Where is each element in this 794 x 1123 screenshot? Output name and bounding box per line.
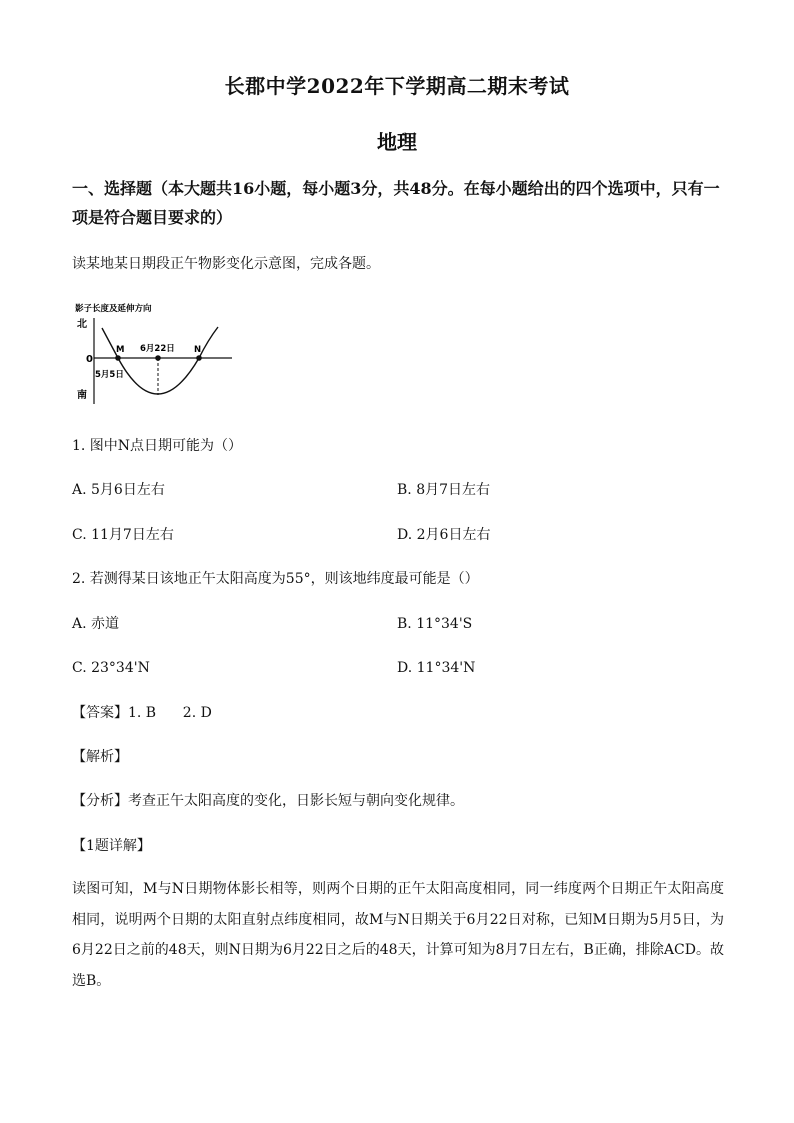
date-center-label: 6月22日: [140, 344, 175, 354]
q1-option-a: A. 5月6日左右: [72, 482, 165, 498]
detail-paragraph: 读图可知，M与N日期物体影长相等，则两个日期的正午太阳高度相同，同一纬度两个日期正午太阳高度相同，说明两个日期的太阳直射点纬度相同，故M与N日期关于6月22日对称，已知M日期为5月5日，为6月22日之前的48天，则N日期为6月22日之后的48天，计算可知为8月7日左右，B正确，排除ACD。故选B。: [72, 881, 724, 989]
question-1-stem: 1. 图中N点日期可能为（）: [72, 438, 243, 454]
section-heading: 一、选择题（本大题共16小题，每小题3分，共48分。在每小题给出的四个选项中，只有一项是符合题目要求的）: [72, 179, 720, 227]
q2-option-d: D. 11°34'N: [397, 660, 476, 676]
analysis-label: 【解析】: [72, 749, 128, 765]
figure-zero-label: 0: [86, 354, 93, 365]
shadow-curve: [102, 327, 218, 394]
subject-title: 地理: [377, 130, 417, 154]
figure-north-label: 北: [77, 319, 87, 330]
fenxi-label: 【分析】: [72, 793, 128, 809]
q2-option-a: A. 赤道: [72, 616, 120, 632]
figure-y-title: 影子长度及延伸方向: [75, 304, 152, 314]
answer-line: [72, 703, 212, 723]
q2-option-b: B. 11°34'S: [397, 616, 473, 632]
q1-option-d: D. 2月6日左右: [397, 527, 491, 543]
intro-text: 读某地某日期段正午物影变化示意图，完成各题。: [72, 256, 380, 272]
point-center-marker: [155, 355, 161, 361]
answer-label: 【答案】: [72, 705, 128, 721]
point-n-marker: [196, 355, 202, 361]
detail-label: 【1题详解】: [72, 838, 151, 854]
shadow-diagram: [74, 300, 244, 406]
point-m-marker: [115, 355, 121, 361]
fenxi-text: 考查正午太阳高度的变化，日影长短与朝向变化规律。: [128, 793, 464, 809]
date-m-label: 5月5日: [95, 370, 124, 380]
point-m-label: M: [116, 345, 125, 355]
q1-option-b: B. 8月7日左右: [397, 482, 491, 498]
q2-option-c: C. 23°34'N: [72, 660, 150, 676]
question-2-stem: 2. 若测得某日该地正午太阳高度为55°，则该地纬度最可能是（）: [72, 571, 479, 587]
q1-option-c: C. 11月7日左右: [72, 527, 174, 543]
answer-text: 1. B 2. D: [128, 705, 212, 721]
point-n-label: N: [194, 345, 202, 355]
figure-south-label: 南: [77, 390, 87, 401]
exam-title: 长郡中学2022年下学期高二期末考试: [224, 74, 570, 98]
fenxi-line: [72, 791, 464, 811]
